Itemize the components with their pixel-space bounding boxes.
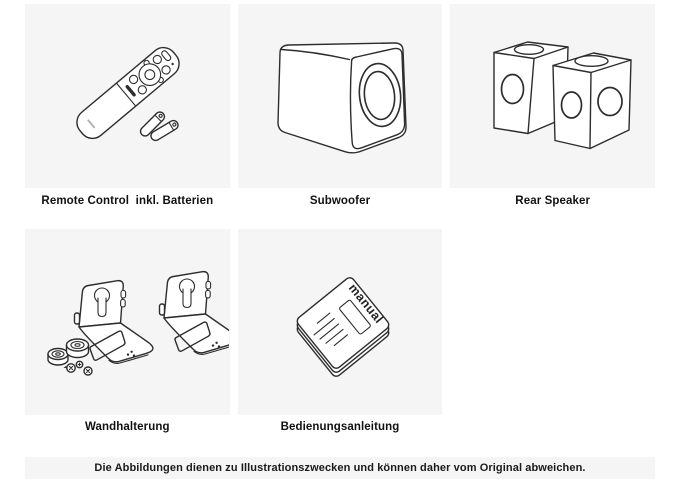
accessory-cell-remote-control [25,4,230,229]
accessories-grid-row-1 [25,4,655,229]
screw-icon [77,361,83,367]
manual-cover-text: manual [345,281,387,327]
accessory-label-rear-speaker: Rear Speaker [515,195,591,207]
manual-illustration [238,229,442,415]
accessory-tile-subwoofer [238,4,443,188]
washer-spacer-icon [48,349,68,366]
accessory-cell-subwoofer [238,4,443,229]
subwoofer-icon [278,43,406,153]
screw-icon [84,367,92,375]
subwoofer-illustration [238,4,442,188]
accessories-grid-row-2 [25,229,655,457]
remote-control-with-batteries-illustration [25,4,229,188]
wall-mount-illustration [25,229,229,415]
accessory-cell-empty [450,229,655,457]
accessory-tile-remote-control [25,4,230,188]
accessory-label-remote-control: Remote Control inkl. Batterien [41,195,214,207]
accessory-tile-rear-speaker [450,4,655,188]
accessory-tile-manual [238,229,443,415]
disclaimer-bar [25,457,655,479]
accessory-tile-wall-mount [25,229,230,415]
accessory-cell-rear-speaker [450,4,655,229]
washer-spacer-icon [67,339,89,358]
rear-speakers-illustration [451,4,655,188]
rear-speaker-right-icon [553,53,631,149]
accessory-cell-manual [238,229,443,457]
accessory-label-wall-mount: Wandhalterung [85,421,170,433]
manual-booklet-icon [295,275,392,378]
accessory-label-subwoofer: Subwoofer [309,195,371,207]
screw-icon [64,364,76,372]
accessory-label-manual: Bedienungsanleitung [280,421,400,433]
disclaimer-text: Die Abbildungen dienen zu Illustrationszwecken und können daher vom Original abweichen. [94,462,586,474]
wall-bracket-right-icon [160,272,230,355]
accessory-cell-wall-mount [25,229,230,457]
